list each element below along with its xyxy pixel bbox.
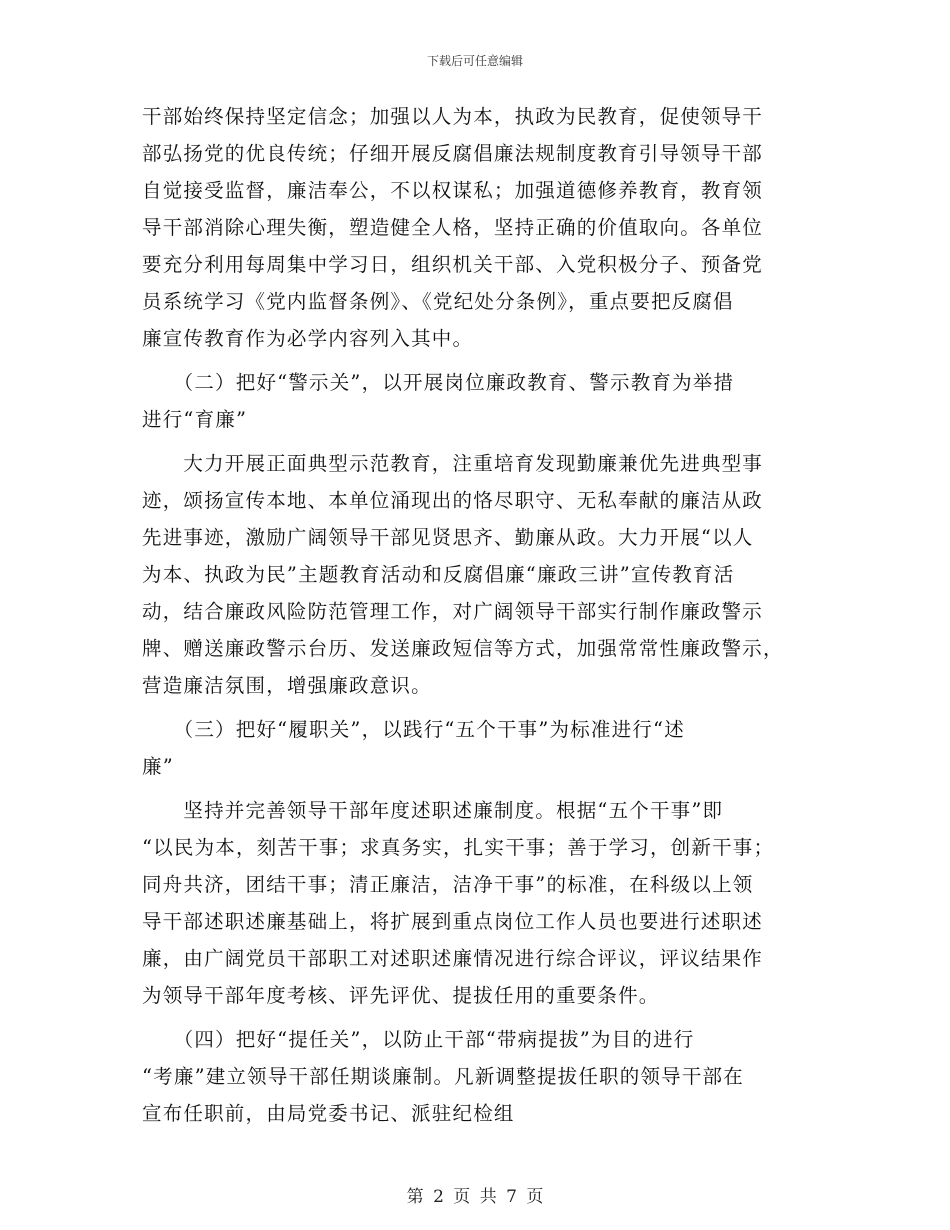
text-line: 廉，由广阔党员干部职工对述职述廉情况进行综合评议，评议结果作 — [142, 947, 764, 970]
text-line: 宣布任职前，由局党委书记、派驻纪检组 — [142, 1102, 515, 1125]
text-line: “考廉”建立领导干部任期谈廉制。凡新调整提拔任职的领导干部在 — [142, 1065, 744, 1088]
section-heading — [142, 364, 812, 438]
text-line: 先进事迹，激励广阔领导干部见贤思齐、勤廉从政。大力开展“以人 — [142, 526, 754, 549]
paragraph — [142, 445, 812, 704]
text-line: 廉” — [142, 755, 174, 778]
text-line: 为领导干部年度考核、评先评优、提拔任用的重要条件。 — [142, 984, 660, 1007]
text-line: 为本、执政为民”主题教育活动和反腐倡廉“廉政三讲”宣传教育活 — [142, 563, 735, 586]
text-line: 营造廉洁氛围，增强廉政意识。 — [142, 674, 432, 697]
section-heading — [142, 711, 812, 785]
paragraph — [142, 792, 812, 1014]
text-line: （四）把好“提任关”，以防止干部“带病提拔”为目的进行 — [142, 1028, 695, 1051]
text-line: 大力开展正面典型示范教育，注重培育发现勤廉兼优先进典型事 — [142, 452, 764, 475]
text-line: （三）把好“履职关”，以践行“五个干事”为标准进行“述 — [142, 718, 685, 741]
page-footer: 第 2 页 共 7 页 — [406, 1187, 544, 1207]
text-line: 干部始终保持坚定信念；加强以人为本，执政为民教育，促使领导干 — [142, 105, 764, 128]
text-line: 要充分利用每周集中学习日，组织机关干部、入党积极分子、预备党 — [142, 253, 764, 276]
text-line: 进行“育廉” — [142, 408, 248, 431]
text-line: 导干部消除心理失衡，塑造健全人格，坚持正确的价值取向。各单位 — [142, 216, 764, 239]
text-line: “以民为本，刻苦干事；求真务实，扎实干事；善于学习，创新干事； — [142, 836, 775, 859]
text-line: 员系统学习《党内监督条例》、《党纪处分条例》，重点要把反腐倡 — [142, 290, 734, 313]
document-body — [142, 98, 812, 1132]
text-line: 部弘扬党的优良传统；仔细开展反腐倡廉法规制度教育引导领导干部 — [142, 142, 764, 165]
page-header: 下载后可任意编辑 — [426, 54, 523, 68]
text-line: 同舟共济，团结干事；清正廉洁，洁净干事”的标准，在科级以上领 — [142, 873, 754, 896]
text-line: 迹，颂扬宣传本地、本单位涌现出的恪尽职守、无私奉献的廉洁从政 — [142, 489, 764, 512]
text-line: 导干部述职述廉基础上，将扩展到重点岗位工作人员也要进行述职述 — [142, 910, 764, 933]
text-line: 坚持并完善领导干部年度述职述廉制度。根据“五个干事”即 — [142, 799, 724, 822]
text-line: 牌、赠送廉政警示台历、发送廉政短信等方式，加强常常性廉政警示， — [142, 637, 784, 660]
text-line: 自觉接受监督，廉洁奉公，不以权谋私；加强道德修养教育，教育领 — [142, 179, 764, 202]
text-line: （二）把好“警示关”，以开展岗位廉政教育、警示教育为举措 — [142, 371, 735, 394]
text-line: 动，结合廉政风险防范管理工作，对广阔领导干部实行制作廉政警示 — [142, 600, 764, 623]
paragraph — [142, 98, 812, 357]
text-line: 廉宣传教育作为必学内容列入其中。 — [142, 327, 474, 350]
section-heading — [142, 1021, 812, 1132]
